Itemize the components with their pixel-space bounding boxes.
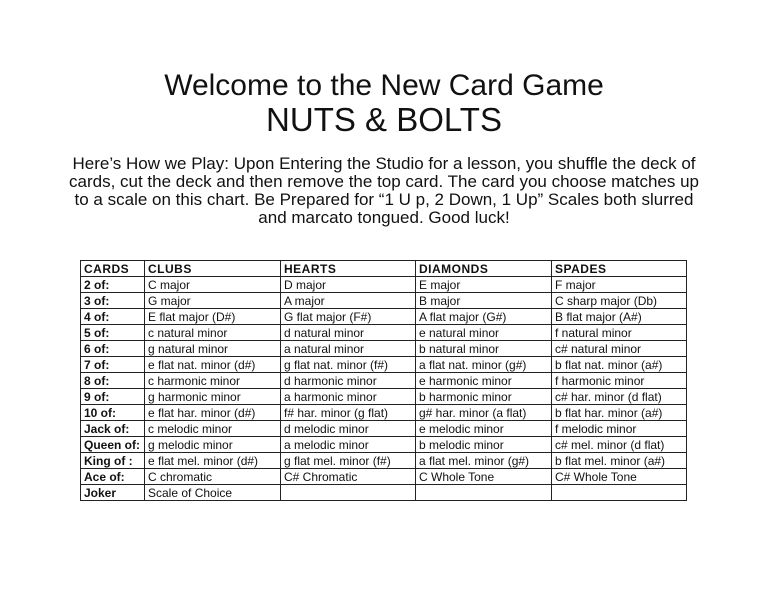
column-header: CLUBS xyxy=(145,261,281,277)
scale-cell xyxy=(416,485,552,501)
table-row xyxy=(81,485,687,501)
scale-cell: g flat nat. minor (f#) xyxy=(281,357,416,373)
scale-cell: e natural minor xyxy=(416,325,552,341)
table-row xyxy=(81,421,687,437)
card-label-cell: 3 of: xyxy=(81,293,145,309)
scale-cell: e harmonic minor xyxy=(416,373,552,389)
card-label-cell: 10 of: xyxy=(81,405,145,421)
scale-cell: a melodic minor xyxy=(281,437,416,453)
column-header: DIAMONDS xyxy=(416,261,552,277)
table-row xyxy=(81,453,687,469)
scale-cell: b harmonic minor xyxy=(416,389,552,405)
scale-cell: A flat major (G#) xyxy=(416,309,552,325)
scale-cell: E major xyxy=(416,277,552,293)
column-header: SPADES xyxy=(552,261,687,277)
card-label-cell: 8 of: xyxy=(81,373,145,389)
card-label-cell: Ace of: xyxy=(81,469,145,485)
card-label-cell: 5 of: xyxy=(81,325,145,341)
scale-cell: a harmonic minor xyxy=(281,389,416,405)
scale-cell: B major xyxy=(416,293,552,309)
scale-cell: C sharp major (Db) xyxy=(552,293,687,309)
scale-cell: B flat major (A#) xyxy=(552,309,687,325)
table-row xyxy=(81,325,687,341)
scale-cell xyxy=(552,485,687,501)
scale-cell: f harmonic minor xyxy=(552,373,687,389)
scale-cell: a flat nat. minor (g#) xyxy=(416,357,552,373)
scale-cell: d harmonic minor xyxy=(281,373,416,389)
scale-cell: g# har. minor (a flat) xyxy=(416,405,552,421)
scale-cell: c# mel. minor (d flat) xyxy=(552,437,687,453)
scale-cell: b flat nat. minor (a#) xyxy=(552,357,687,373)
scale-cell: b natural minor xyxy=(416,341,552,357)
table-body xyxy=(81,277,687,501)
scale-cell: d natural minor xyxy=(281,325,416,341)
card-label-cell: 9 of: xyxy=(81,389,145,405)
scale-cell: a flat mel. minor (g#) xyxy=(416,453,552,469)
card-label-cell: 7 of: xyxy=(81,357,145,373)
scale-cell: e melodic minor xyxy=(416,421,552,437)
table-row xyxy=(81,293,687,309)
scale-cell: A major xyxy=(281,293,416,309)
scale-cell: e flat mel. minor (d#) xyxy=(145,453,281,469)
scale-cell: e flat har. minor (d#) xyxy=(145,405,281,421)
scale-cell: G major xyxy=(145,293,281,309)
scale-cell xyxy=(281,485,416,501)
scale-cell: E flat major (D#) xyxy=(145,309,281,325)
card-label-cell: 2 of: xyxy=(81,277,145,293)
table-row xyxy=(81,405,687,421)
title-line-1: Welcome to the New Card Game xyxy=(164,69,604,102)
table-header-row xyxy=(81,261,687,277)
scale-cell: C# Chromatic xyxy=(281,469,416,485)
table-row xyxy=(81,341,687,357)
card-label-cell: Joker xyxy=(81,485,145,501)
card-label-cell: 4 of: xyxy=(81,309,145,325)
table-row xyxy=(81,437,687,453)
card-label-cell: Queen of: xyxy=(81,437,145,453)
scale-cell: c melodic minor xyxy=(145,421,281,437)
column-header: CARDS xyxy=(81,261,145,277)
scale-cell: F major xyxy=(552,277,687,293)
scale-cell: G flat major (F#) xyxy=(281,309,416,325)
scale-cell: Scale of Choice xyxy=(145,485,281,501)
scale-cell: g harmonic minor xyxy=(145,389,281,405)
scale-cell: C# Whole Tone xyxy=(552,469,687,485)
scale-cell: d melodic minor xyxy=(281,421,416,437)
scale-cell: c# natural minor xyxy=(552,341,687,357)
scale-cell: e flat nat. minor (d#) xyxy=(145,357,281,373)
scale-cell: f melodic minor xyxy=(552,421,687,437)
scale-cell: D major xyxy=(281,277,416,293)
scale-cell: c natural minor xyxy=(145,325,281,341)
scale-cell: g natural minor xyxy=(145,341,281,357)
scale-cell: g melodic minor xyxy=(145,437,281,453)
scale-cell: C Whole Tone xyxy=(416,469,552,485)
scale-cell: b melodic minor xyxy=(416,437,552,453)
title-line-2: NUTS & BOLTS xyxy=(266,101,502,138)
scale-cell: b flat har. minor (a#) xyxy=(552,405,687,421)
intro-paragraph: Here’s How we Play: Upon Entering the Studio for a lesson, you shuffle the deck of cards, cut the deck and then remove the top card. The card you choose matches up to a scale on this chart. Be Prepared for “1 U p, 2 Down, 1 Up” Scales both slurred and marcato tongued. Good luck! xyxy=(69,154,699,227)
column-header: HEARTS xyxy=(281,261,416,277)
card-label-cell: Jack of: xyxy=(81,421,145,437)
scale-cell: b flat mel. minor (a#) xyxy=(552,453,687,469)
scale-cell: a natural minor xyxy=(281,341,416,357)
table-row xyxy=(81,357,687,373)
scale-cell: C chromatic xyxy=(145,469,281,485)
table-row xyxy=(81,373,687,389)
scale-chart-table xyxy=(80,260,687,501)
scale-cell: c harmonic minor xyxy=(145,373,281,389)
scale-cell: C major xyxy=(145,277,281,293)
card-label-cell: 6 of: xyxy=(81,341,145,357)
scale-cell: c# har. minor (d flat) xyxy=(552,389,687,405)
card-label-cell: King of : xyxy=(81,453,145,469)
scale-cell: g flat mel. minor (f#) xyxy=(281,453,416,469)
scale-cell: f# har. minor (g flat) xyxy=(281,405,416,421)
table-row xyxy=(81,309,687,325)
table-row xyxy=(81,469,687,485)
table-row xyxy=(81,389,687,405)
scale-cell: f natural minor xyxy=(552,325,687,341)
table-row xyxy=(81,277,687,293)
